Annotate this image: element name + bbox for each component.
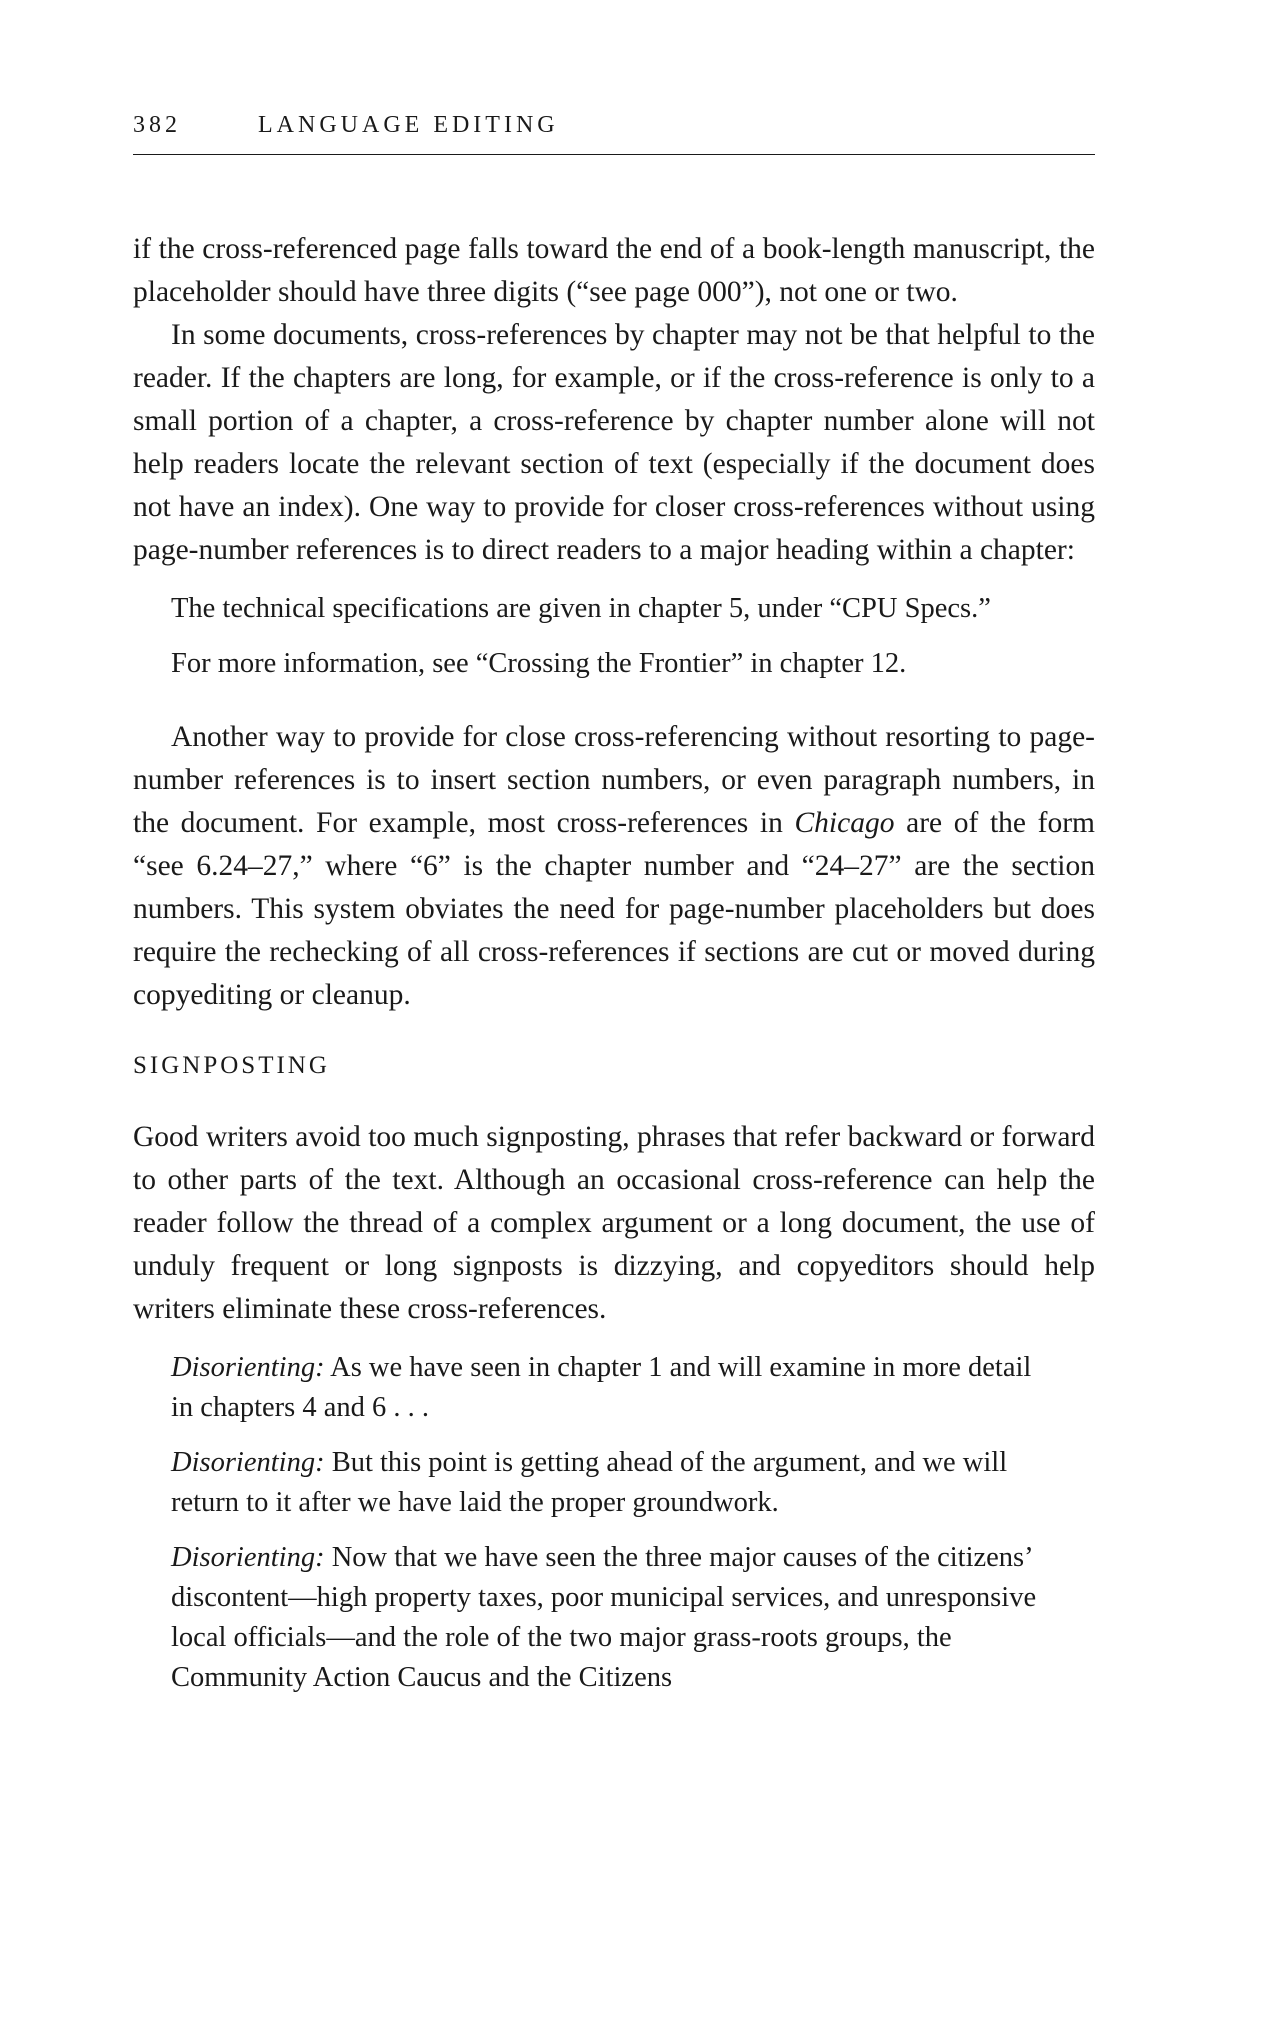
example-text: Now that we have seen the three major causes of the citizens’ discontent—high property taxes, poor municipal services, and unresponsive local officials—and the role of the two major grass-roots groups, the Community Action Caucus and the Citizens <box>171 1542 1037 1693</box>
paragraph-continued: if the cross-referenced page falls toward the end of a book-length manuscript, the placeholder should have three digits (“see page 000”), not one or two. <box>133 233 1095 308</box>
example-label: Disorienting: <box>171 1542 325 1573</box>
disorienting-example <box>171 1538 1051 1698</box>
paragraph-cross-references-by-chapter: In some documents, cross-references by chapter may not be that helpful to the reader. If the chapters are long, for example, or if the cross-reference is only to a small portion of a chapter, a cross-reference by chapter number alone will not help readers locate the relevant section of text (especially if the document does not have an index). One way to provide for closer cross-references without using page-number references is to direct readers to a major heading within a chapter: <box>133 319 1095 566</box>
page-number: 382 <box>133 112 181 138</box>
example-extract: The technical specifications are given in chapter 5, under “CPU Specs.” <box>171 593 991 624</box>
example-text: But this point is getting ahead of the argument, and we will return to it after we have laid the proper groundwork. <box>171 1447 1008 1518</box>
example-label: Disorienting: <box>171 1447 325 1478</box>
example-label: Disorienting: <box>171 1352 325 1383</box>
example-text: As we have seen in chapter 1 and will examine in more detail in chapters 4 and 6 . . . <box>171 1352 1032 1423</box>
disorienting-example <box>171 1443 1051 1523</box>
running-head-title: LANGUAGE EDITING <box>258 112 559 138</box>
running-head <box>133 110 1095 155</box>
paragraph-signposting: Good writers avoid too much signposting, phrases that refer backward or forward to other parts of the text. Although an occasional cross-reference can help the reader follow the thread of a complex argument or a long document, the use of unduly frequent or long signposts is dizzying, and copyeditors should help writers eliminate these cross-references. <box>133 1121 1095 1325</box>
body-text <box>133 228 1095 1730</box>
disorienting-example <box>171 1348 1051 1428</box>
paragraph-section-numbers <box>133 716 1095 1017</box>
disorienting-examples <box>133 1348 1095 1698</box>
example-extracts <box>133 589 1095 684</box>
book-page <box>133 0 1095 2025</box>
paragraph-text: Another way to provide for close cross-referencing without resorting to page-number references is to insert section numbers, or even paragraph numbers, in the document. For example, most cross-references in <box>133 721 1095 839</box>
italic-title: Chicago <box>794 807 895 839</box>
paragraph-text: are of the form “see 6.24–27,” where “6” is the chapter number and “24–27” are the section numbers. This system obviates the need for page-number placeholders but does require the rechecking of all cross-references if sections are cut or moved during copyediting or cleanup. <box>133 807 1096 1011</box>
example-extract: For more information, see “Crossing the Frontier” in chapter 12. <box>171 648 907 679</box>
section-heading: SIGNPOSTING <box>133 1052 330 1079</box>
